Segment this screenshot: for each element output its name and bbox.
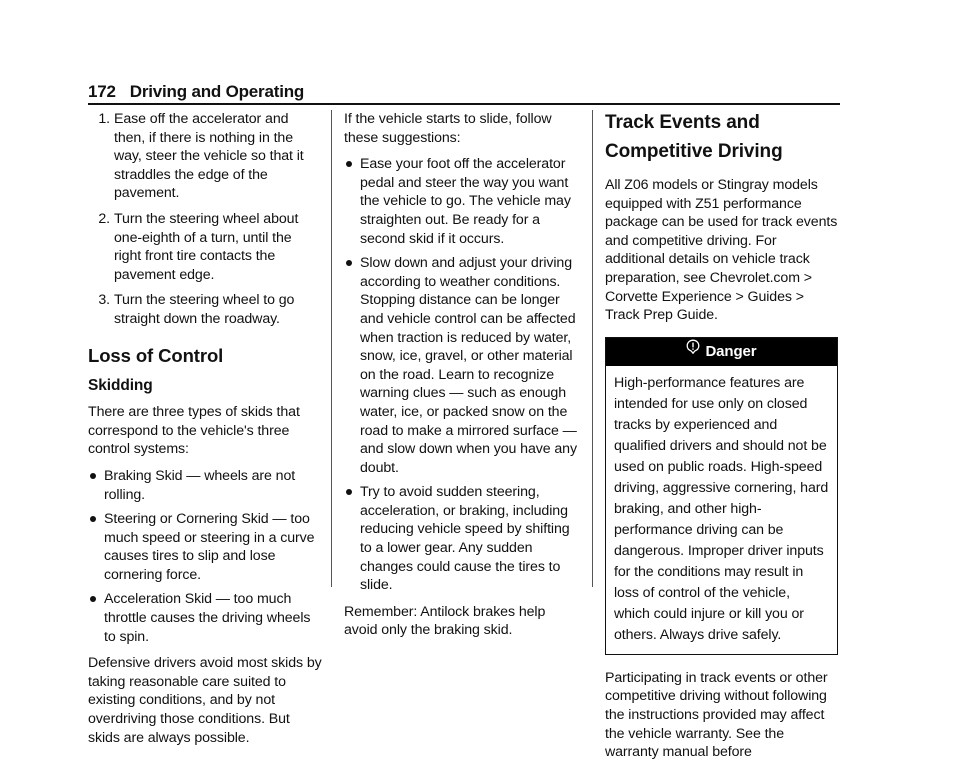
header-rule (88, 103, 840, 105)
danger-header (606, 338, 837, 366)
defensive-paragraph: Defensive drivers avoid most skids by taking reasonable care suited to existing conditions, and by not overdriving those conditions. But skids are always possible. (88, 655, 322, 746)
list-item: Acceleration Skid — too much throttle causes the driving wheels to spin. (88, 590, 322, 646)
skid-intro: There are three types of skids that correspond to the vehicle's three control systems: (88, 404, 300, 458)
list-item: Steering or Cornering Skid — too much speed or steering in a curve causes tires to slip and lose cornering force. (88, 510, 322, 584)
danger-text: High-performance features are intended for use only on closed tracks by experienced and qualified drivers and should not be used on public roads. High-speed driving, aggressive cornering, hard braking, and other high-performance driving can be dangerous. Improper driver inputs for the conditions may result in loss of control of the vehicle, which could injure or kill you or others. Always drive safely. (614, 374, 829, 643)
list-item: Try to avoid sudden steering, acceleration, or braking, including reducing vehicle speed by shifting to a lower gear. Any sudden changes could cause the tires to slide. (344, 483, 580, 595)
column-divider (331, 110, 332, 587)
remember-paragraph: Remember: Antilock brakes help avoid only the braking skid. (344, 603, 546, 639)
step-text: Ease off the accelerator and then, if there is nothing in the way, steer the vehicle so that it straddles the edge of the pavement. (114, 111, 304, 202)
danger-notice (605, 337, 838, 655)
list-item: Braking Skid — wheels are not rolling. (88, 467, 322, 504)
page-header (88, 82, 838, 102)
step-number: 1. (98, 111, 110, 127)
list-item (88, 210, 322, 284)
section-title: Driving and Operating (129, 82, 305, 101)
step-number: 2. (98, 210, 110, 227)
list-item (88, 110, 322, 203)
warning-triangle-icon (686, 336, 700, 364)
track-paragraph: All Z06 models or Stingray models equipped with Z51 performance package can be used for track events and competitive driving. For additional details on vehicle track preparation, see Chevrolet.com > Corvette Experience > Guides > Track Prep Guide. (605, 177, 838, 324)
list-item (88, 291, 322, 328)
column-2 (344, 110, 580, 648)
list-item: Slow down and adjust your driving according to weather conditions. Stopping distance can be longer and vehicle control can be affected when traction is reduced by water, snow, ice, gravel, or other material on the road. Learn to recognize warning clues — such as enough water, ice, or packed snow on the road to make a mirrored surface — and slow down when you have any doubt. (344, 254, 580, 477)
danger-label: Danger (705, 342, 757, 360)
slide-intro: If the vehicle starts to slide, follow these suggestions: (344, 111, 552, 146)
steps-list (88, 110, 322, 329)
page-number: 172 (88, 82, 116, 101)
column-divider (592, 110, 593, 587)
warranty-paragraph: Participating in track events or other competitive driving without following the instructions provided may affect the vehicle warranty. See the warranty manual before (605, 669, 828, 761)
column-3 (605, 108, 838, 770)
step-text: Turn the steering wheel to go straight down the roadway. (114, 292, 295, 327)
step-number: 3. (98, 292, 110, 309)
skid-types-list (88, 467, 322, 646)
skidding-subheading: Skidding (88, 376, 153, 394)
step-text: Turn the steering wheel about one-eighth of a turn, until the right front tire contacts the pavement edge. (114, 210, 299, 283)
slide-tips-list (344, 155, 580, 595)
column-1 (88, 110, 322, 755)
list-item: Ease your foot off the accelerator pedal and steer the way you want the vehicle to go. The vehicle may straighten out. Be ready for a second skid if it occurs. (344, 155, 580, 248)
track-events-heading: Track Events and Competitive Driving (605, 112, 783, 162)
loss-of-control-heading: Loss of Control (88, 344, 224, 366)
